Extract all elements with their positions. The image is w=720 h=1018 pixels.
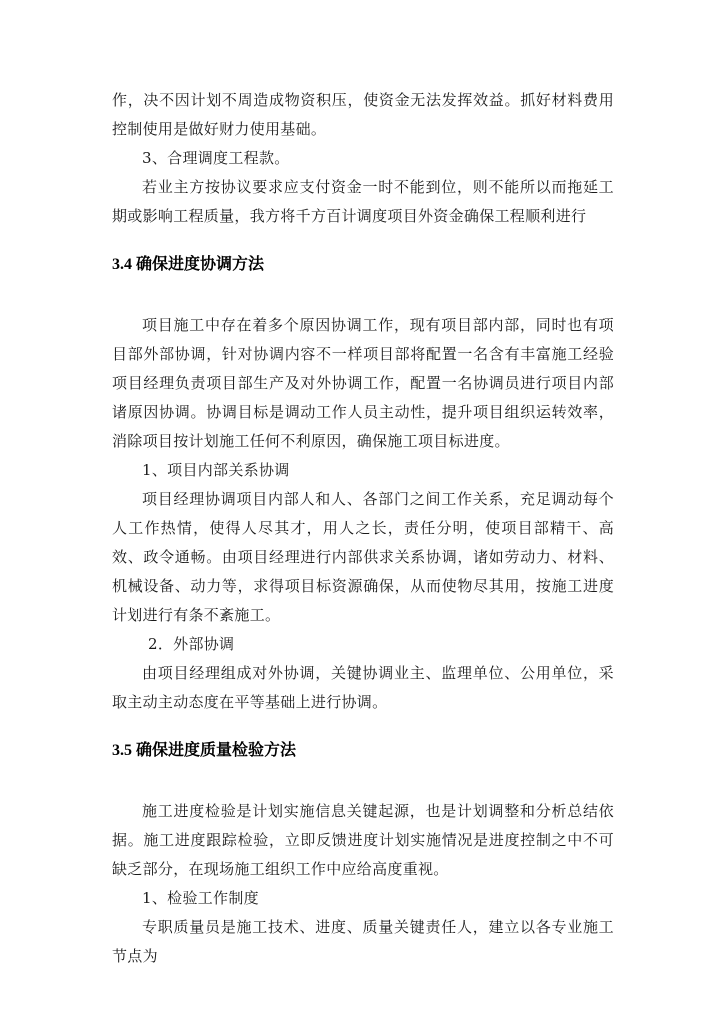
section-heading-3-4: 3.4 确保进度协调方法 xyxy=(112,256,265,273)
paragraph-funds: 若业主方按协议要求应支付资金一时不能到位，则不能所以而拖延工期或影响工程质量，我方将千方百计调度项目外资金确保工程顺利进行 xyxy=(112,178,614,225)
paragraph-inspection: 施工进度检验是计划实施信息关键起源，也是计划调整和分析总结依据。施工进度跟踪检验，立即反馈进度计划实施情况是进度控制之中不可缺乏部分，在现场施工组织工作中应给高度重视。 xyxy=(112,802,614,878)
list-item-inspection-system: 1、检验工作制度 xyxy=(142,889,259,907)
list-item-external-coordination: 2．外部协调 xyxy=(148,635,235,653)
paragraph-inspection-system: 专职质量员是施工技术、进度、质量关键责任人，建立以各专业施工节点为 xyxy=(112,918,614,965)
section-heading-3-5: 3.5 确保进度质量检验方法 xyxy=(112,742,297,759)
paragraph-coordination: 项目施工中存在着多个原因协调工作，现有项目部内部，同时也有项目部外部协调，针对协调内容不一样项目部将配置一名含有丰富施工经验项目经理负责项目部生产及对外协调工作，配置一名协调员进行项目内部诸原因协调。协调目标是调动工作人员主动性，提升项目组织运转效率，消除项目按计划施工任何不利原因，确保施工项目标进度。 xyxy=(112,316,614,450)
document-body xyxy=(112,86,614,971)
paragraph-intro: 作，决不因计划不周造成物资积压，使资金无法发挥效益。抓好材料费用控制使用是做好财力使用基础。 xyxy=(112,91,614,138)
paragraph-external-coordination: 由项目经理组成对外协调，关键协调业主、监理单位、公用单位，采取主动主动态度在平等基础上进行协调。 xyxy=(112,664,614,711)
list-item-3: 3、合理调度工程款。 xyxy=(142,149,290,167)
paragraph-internal-coordination: 项目经理协调项目内部人和人、各部门之间工作关系，充足调动每个人工作热情，使得人尽其才，用人之长，责任分明，使项目部精干、高效、政令通畅。由项目经理进行内部供求关系协调，诸如劳动力、材料、机械设备、动力等，求得项目标资源确保，从而使物尽其用，按施工进度计划进行有条不紊施工。 xyxy=(112,490,614,624)
list-item-internal-coordination: 1、项目内部关系协调 xyxy=(142,461,290,479)
